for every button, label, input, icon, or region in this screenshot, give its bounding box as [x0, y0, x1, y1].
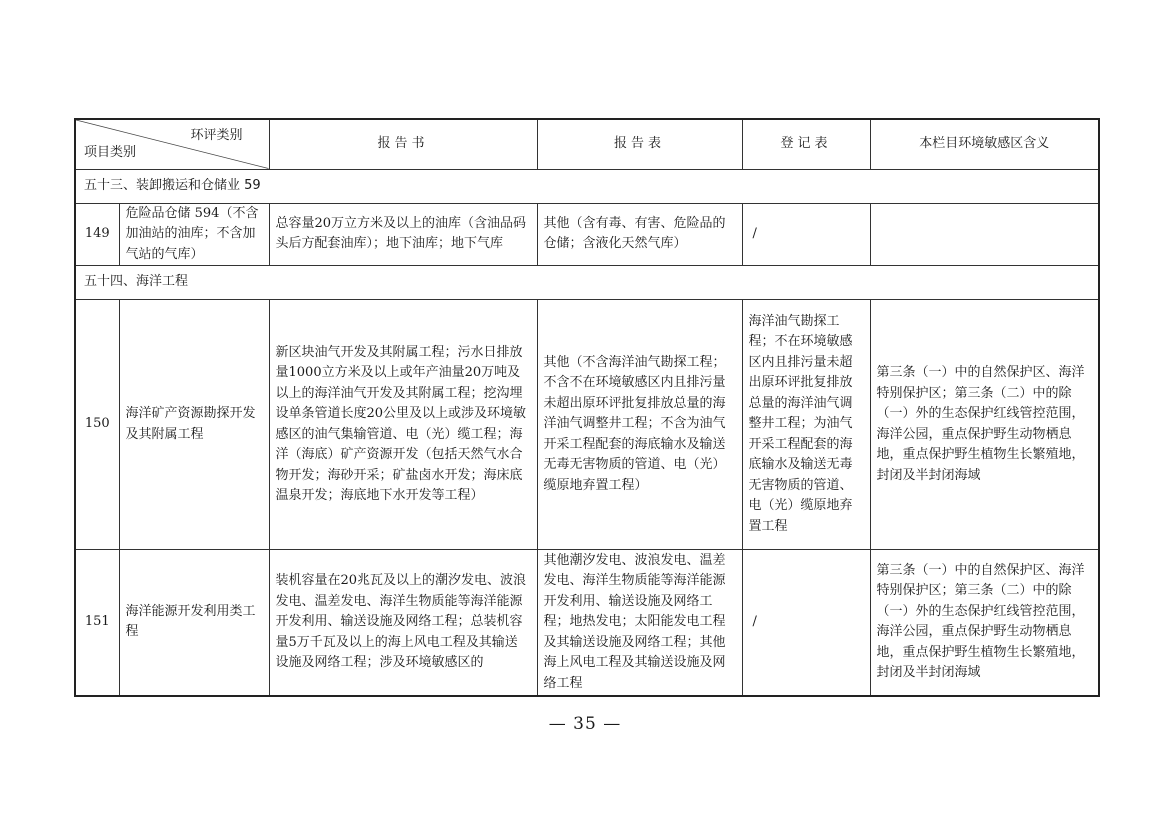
- registration-cell: 海洋油气勘探工程；不在环境敏感区内且排污量未超出原环评批复排放总量的海洋油气调整井工程；为油气开采工程配套的海底输水及输送无毒无害物质的管道、电（光）缆原地弃置工程: [742, 300, 870, 550]
- sensitive-area-cell: [870, 203, 1099, 266]
- table-row: [75, 203, 1099, 266]
- header-corner-cell: [75, 119, 269, 169]
- project-category-cell: 海洋矿产资源勘探开发及其附属工程: [119, 300, 269, 550]
- row-number: 150: [75, 300, 119, 550]
- report-book-cell: 总容量20万立方米及以上的油库（含油品码头后方配套油库）；地下油库；地下气库: [269, 203, 537, 266]
- section-title: 五十三、装卸搬运和仓储业 59: [75, 169, 1099, 203]
- corner-label-eia-category: 环评类别: [190, 128, 243, 143]
- project-category-cell: 危险品仓储 594（不含加油站的油库；不含加气站的气库）: [119, 203, 269, 266]
- report-form-cell: 其他潮汐发电、波浪发电、温差发电、海洋生物质能等海洋能源开发利用、输送设施及网络工程；地热发电；太阳能发电工程及其输送设施及网络工程；其他海上风电工程及其输送设施及网络工程: [537, 550, 742, 696]
- header-row: [75, 119, 1099, 169]
- column-header-report-form: 报告表: [537, 119, 742, 169]
- row-number: 149: [75, 203, 119, 266]
- table-row: [75, 550, 1099, 696]
- report-book-cell: 装机容量在20兆瓦及以上的潮汐发电、波浪发电、温差发电、海洋生物质能等海洋能源开发利用、输送设施及网络工程；总装机容量5万千瓦及以上的海上风电工程及其输送设施及网络工程；涉及环境敏感区的: [269, 550, 537, 696]
- project-category-cell: 海洋能源开发利用类工程: [119, 550, 269, 696]
- corner-label-project-category: 项目类别: [84, 145, 137, 160]
- column-header-sensitive-area: 本栏目环境敏感区含义: [870, 119, 1099, 169]
- section-title: 五十四、海洋工程: [75, 266, 1099, 300]
- sensitive-area-cell: 第三条（一）中的自然保护区、海洋特别保护区；第三条（二）中的除（一）外的生态保护红线管控范围，海洋公园，重点保护野生动物栖息地，重点保护野生植物生长繁殖地，封闭及半封闭海域: [870, 300, 1099, 550]
- section-row: [75, 169, 1099, 203]
- report-form-cell: 其他（不含海洋油气勘探工程；不含不在环境敏感区内且排污量未超出原环评批复排放总量的海洋油气调整井工程；不含为油气开采工程配套的海底输水及输送无毒无害物质的管道、电（光）缆原地弃置工程）: [537, 300, 742, 550]
- table-row: [75, 300, 1099, 550]
- row-number: 151: [75, 550, 119, 696]
- registration-cell: /: [742, 550, 870, 696]
- classification-table: [74, 118, 1100, 697]
- registration-cell: /: [742, 203, 870, 266]
- column-header-report-book: 报告书: [269, 119, 537, 169]
- column-header-registration: 登记表: [742, 119, 870, 169]
- section-row: [75, 266, 1099, 300]
- report-form-cell: 其他（含有毒、有害、危险品的仓储；含液化天然气库）: [537, 203, 742, 266]
- sensitive-area-cell: 第三条（一）中的自然保护区、海洋特别保护区；第三条（二）中的除（一）外的生态保护红线管控范围，海洋公园，重点保护野生动物栖息地，重点保护野生植物生长繁殖地，封闭及半封闭海域: [870, 550, 1099, 696]
- report-book-cell: 新区块油气开发及其附属工程；污水日排放量1000立方米及以上或年产油量20万吨及以上的海洋油气开发及其附属工程；挖沟埋设单条管道长度20公里及以上或涉及环境敏感区的油气集输管道、电（光）缆工程；海洋（海底）矿产资源开发（包括天然气水合物开发；海砂开采；矿盐卤水开发；海床底温泉开发；海底地下水开发等工程）: [269, 300, 537, 550]
- page-number: — 35 —: [548, 714, 622, 734]
